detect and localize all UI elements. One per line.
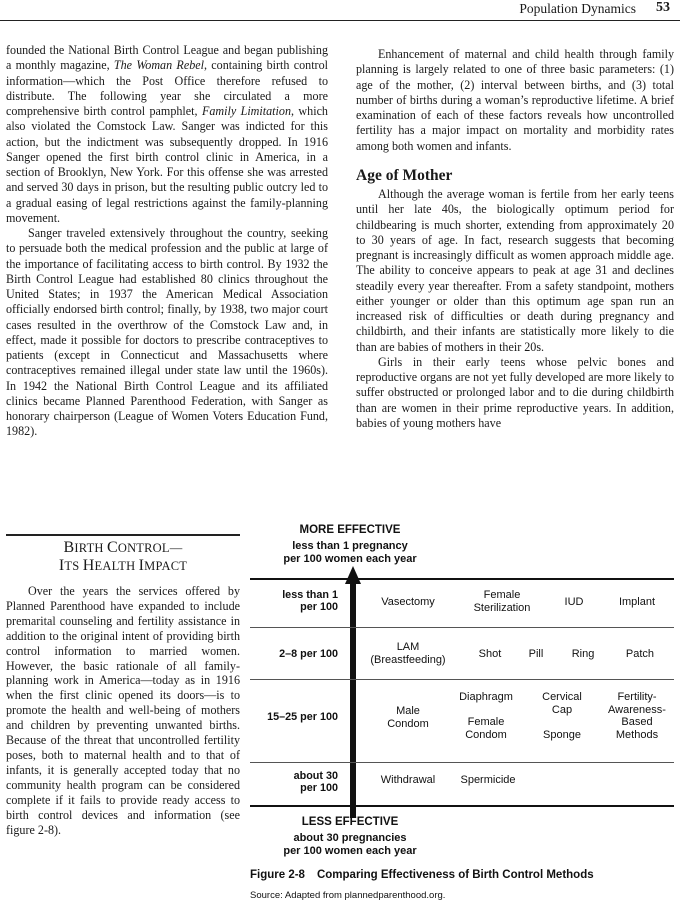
method-line: Condom [387,717,429,730]
title-glyph: TS [64,559,83,573]
method-shot: Shot [478,648,502,660]
title-glyph: I [58,557,65,574]
left-column [6,43,328,440]
table-top-rule [250,578,674,580]
table-row-rule [250,762,674,763]
header-title: Population Dynamics [519,1,636,16]
method-line: Sterilization [473,601,531,614]
method-fertility-awareness [600,691,674,741]
sidebar-rule [6,534,240,536]
method-line: Based [621,716,653,728]
method-iud: IUD [564,596,584,608]
section-heading: Age of Mother [356,166,453,184]
table-bottom-rule [250,805,674,807]
rate-label [250,589,338,613]
figure-caption [250,869,674,881]
title-glyph: ONTROL— [117,541,183,555]
rate-label [250,770,338,794]
method-female-sterilization [458,589,546,614]
method-ring: Ring [571,648,595,660]
method-line: Fertility- [617,691,657,703]
method-sponge: Sponge [543,729,581,741]
page-number: 53 [656,0,670,15]
title-glyph: IRTH [74,541,107,555]
method-line: Female [483,589,521,601]
method-line: Male [396,705,420,717]
text-run: , containing birth control information—which the Post Office therefore refused to distribute. The following year she circulated a more comprehensive birth control pamphlet, [6,58,328,118]
method-line: Female [467,716,505,728]
method-withdrawal: Withdrawal [380,774,436,786]
rate-label: 2–8 per 100 [279,648,338,660]
method-vasectomy: Vasectomy [381,596,435,608]
method-patch: Patch [625,648,655,660]
arrow-shaft [350,582,356,818]
sub-line: per 100 women each year [283,845,417,857]
method-line: LAM [396,641,420,653]
title-glyph: I [138,557,145,574]
paragraph: Girls in their early teens whose pelvic bones and reproductive organs are not yet fully developed are more likely to suffer obstructed or prolonged labor and to die during childbirth than are women in their prime reproductive years. In addition, babies of young mothers have [356,354,674,430]
rate-line: less than 1 [282,589,338,601]
rate-label: 15–25 per 100 [267,711,338,723]
title-glyph: MPACT [144,559,188,573]
method-line: (Breastfeeding) [370,653,446,666]
method-male-condom [370,705,446,730]
rate-line: about 30 [293,770,338,782]
title-glyph: EALTH [94,559,139,573]
method-line: Condom [465,728,507,741]
rate-line: per 100 [300,601,338,613]
sidebar-title [6,539,240,575]
table-row-rule [250,627,674,628]
rate-line: per 100 [300,782,338,794]
paragraph: Over the years the services offered by Planned Parenthood have expanded to include premarital counseling and fertility assistance in addition to the original intent of providing birth control information to married women. However, the basic rationale of all family-planning work in America—today as in 1916 when the first clinic opened its doors—is to promote the health and well-being of mothers and children by preventing unwanted births. Because of the threat that uncontrolled fertility poses, both to maternal health and to that of infants, it is generally accepted today that no community health program can be considered complete if it fails to provide ready access to birth control devices and information (see figure 2-8). [6,584,240,837]
method-female-condom [450,716,522,741]
paragraph [6,43,328,226]
right-column [356,47,674,431]
sub-line: less than 1 pregnancy [292,540,408,552]
effectiveness-arrow [345,566,361,818]
pamphlet-title: Family Limitation [201,104,291,118]
sub-line: about 30 pregnancies [293,832,407,844]
method-diaphragm: Diaphragm [459,691,513,703]
title-glyph: C [106,539,118,556]
figure-number: Figure 2-8 [250,869,305,881]
paragraph: Although the average woman is fertile from her early teens until her late 40s, the biologically optimum period for childbearing is much shorter, extending from approximately 20 to 30 years of age. In fact, research suggests that becoming pregnant is increasingly difficult as women approach middle age. The ability to conceive appears to peak at age 31 and declines steadily every year thereafter. From a safety standpoint, mothers either younger or older than this optimum age span run an increased risk of difficulties or death during pregnancy and childbirth, and their infants are statistically more likely to die than are babies of mothers in their 20s. [356,187,674,354]
method-line: Cervical [542,691,582,703]
less-effective-sub [250,832,450,858]
less-effective-label: LESS EFFECTIVE [301,816,399,828]
text-run: founded the National Birth Control League and began publishing a monthly magazine, [6,43,328,73]
table-row-rule [250,679,674,680]
paragraph: Enhancement of maternal and child health through family planning is largely related to one of three basic parameters: (1) age of the mother, (2) interval between births, and (3) total number of births during a woman’s reproductive lifetime. A brief examination of each of these factors reveals how uncontrolled fertility has a major impact on mortality and morbidity rates among both women and infants. [356,47,674,153]
method-pill: Pill [528,648,544,660]
sub-line: per 100 women each year [283,553,417,565]
paragraph: Sanger traveled extensively throughout the country, seeking to persuade both the medical profession and the public at large of the importance of facilitating access to birth control. By 1932 the Birth Control League had established 80 clinics throughout the United States; in 1937 the American Medical Association officially endorsed birth control; finally, by 1938, two major court cases resulted in the overthrow of the Comstock Law and, in effect, made it possible for doctors to prescribe contraceptives to patients (except in Connecticut and Massachusetts where contraceptives remained illegal under state law until the 1960s). In 1942 the National Birth Control League and its affiliated clinics became Planned Parenthood Federation, with Sanger as honorary chairperson (League of Women Voters Education Fund, 1982). [6,226,328,439]
title-glyph: H [82,557,95,574]
title-glyph: B [63,539,75,556]
figure-title: Comparing Effectiveness of Birth Control Methods [316,869,594,881]
sidebar-body [6,584,240,837]
method-spermicide: Spermicide [460,774,516,786]
method-line: Methods [615,728,659,741]
more-effective-sub [250,540,450,566]
method-line: Cap [551,703,573,716]
running-header [0,0,680,21]
method-lam [362,641,454,666]
figure-source: Source: Adapted from plannedparenthood.org. [250,890,446,901]
method-cervical-cap [530,691,594,716]
more-effective-label: MORE EFFECTIVE [299,524,401,536]
method-implant: Implant [618,596,656,608]
method-line: Awareness- [608,703,666,716]
figure-2-8 [250,518,674,910]
magazine-title: The Woman Rebel [113,58,204,73]
text-run: , which also violated the Comstock Law. Sanger was indicted for this action, but the indictment was subsequently dropped. In 1916 Sanger opened the first birth control clinic in America, in a section of Brooklyn, New York. For this offense she was arrested and served 30 days in prison, but the resulting public outcry led to a gradual easing of legal restrictions against the family-planning movement. [6,104,328,225]
